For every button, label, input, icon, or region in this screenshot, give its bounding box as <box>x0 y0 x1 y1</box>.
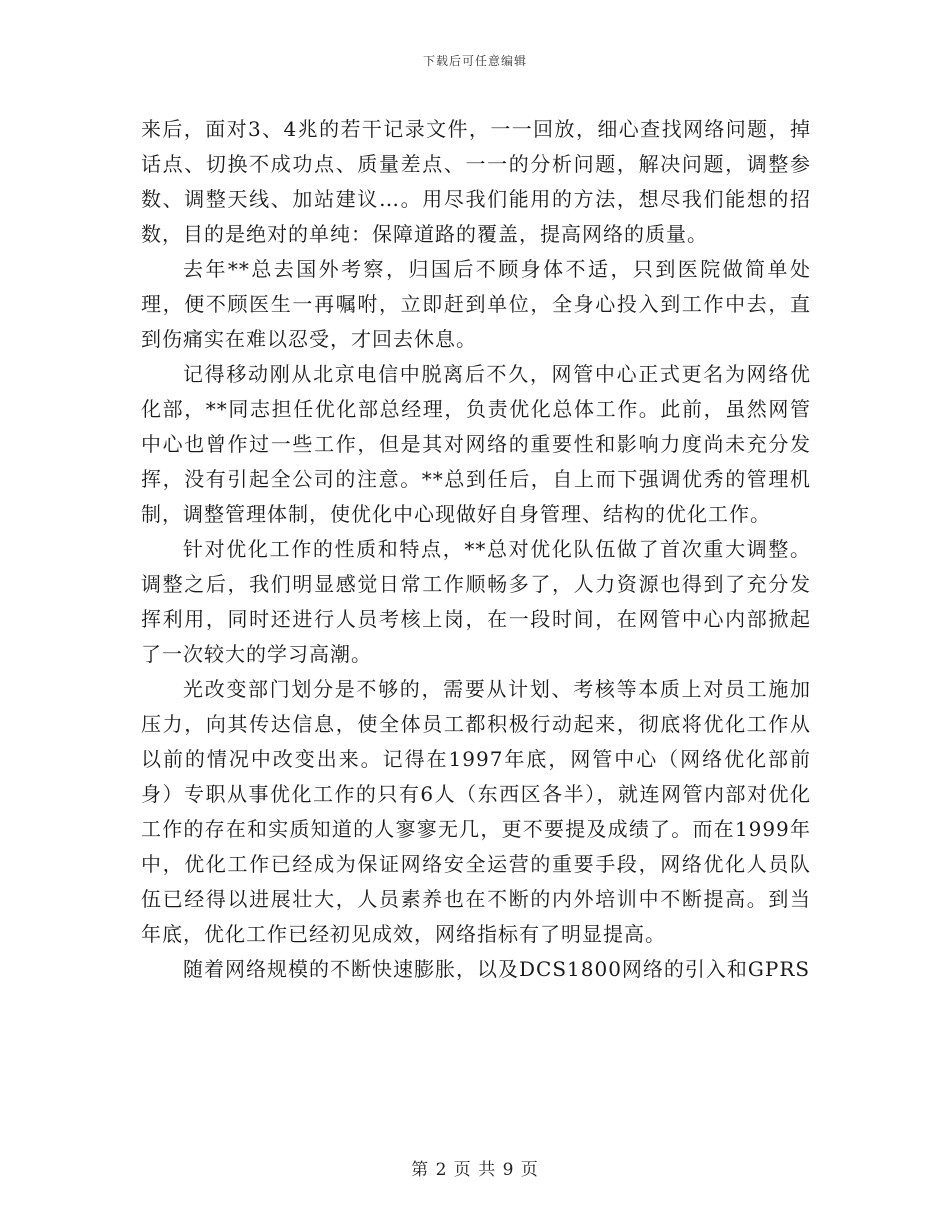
page-header: 下载后可任意编辑 <box>422 54 527 68</box>
paragraph-department-rename: 记得移动刚从北京电信中脱离后不久，网管中心正式更名为网络优化部，**同志担任优化部总经理，负责优化总体工作。此前，虽然网管中心也曾作过一些工作，但是其对网络的重要性和影响力度尚未充分发挥，没有引起全公司的注意。**总到任后，自上而下强调优秀的管理机制，调整管理体制，使优化中心现做好自身管理、结构的优化工作。 <box>141 362 811 526</box>
paragraph-assessment-pressure: 光改变部门划分是不够的，需要从计划、考核等本质上对员工施加压力，向其传达信息，使全体员工都积极行动起来，彻底将优化工作从以前的情况中改变出来。记得在1997年底，网管中心（网络优化部前身）专职从事优化工作的只有6人（东西区各半），就连网管内部对优化工作的存在和实质知道的人寥寥无几，更不要提及成绩了。而在1999年中，优化工作已经成为保证网络安全运营的重要手段，网络优化人员队伍已经得以进展壮大，人员素养也在不断的内外培训中不断提高。到当年底，优化工作已经初见成效，网络指标有了明显提高。 <box>141 677 811 946</box>
paragraph-overseas-trip: 去年**总去国外考察，归国后不顾身体不适，只到医院做简单处理，便不顾医生一再嘱咐，立即赶到单位，全身心投入到工作中去，直到伤痛实在难以忍受，才回去休息。 <box>141 257 811 351</box>
paragraph-continuation: 来后，面对3、4兆的若干记录文件，一一回放，细心查找网络问题，掉话点、切换不成功点、质量差点、一一的分析问题，解决问题，调整参数、调整天线、加站建议…。用尽我们能用的方法，想尽我们能想的招数，目的是绝对的单纯：保障道路的覆盖，提高网络的质量。 <box>141 117 811 246</box>
page-number: 第 2 页 共 9 页 <box>411 1160 539 1180</box>
paragraph-team-adjustment: 针对优化工作的性质和特点，**总对优化队伍做了首次重大调整。调整之后，我们明显感觉日常工作顺畅多了，人力资源也得到了充分发挥利用，同时还进行人员考核上岗，在一段时间，在网管中心内部掀起了一次较大的学习高潮。 <box>141 537 811 666</box>
paragraph-network-growth: 随着网络规模的不断快速膨胀，以及DCS1800网络的引入和GPRS <box>183 957 811 981</box>
document-body <box>141 112 811 987</box>
